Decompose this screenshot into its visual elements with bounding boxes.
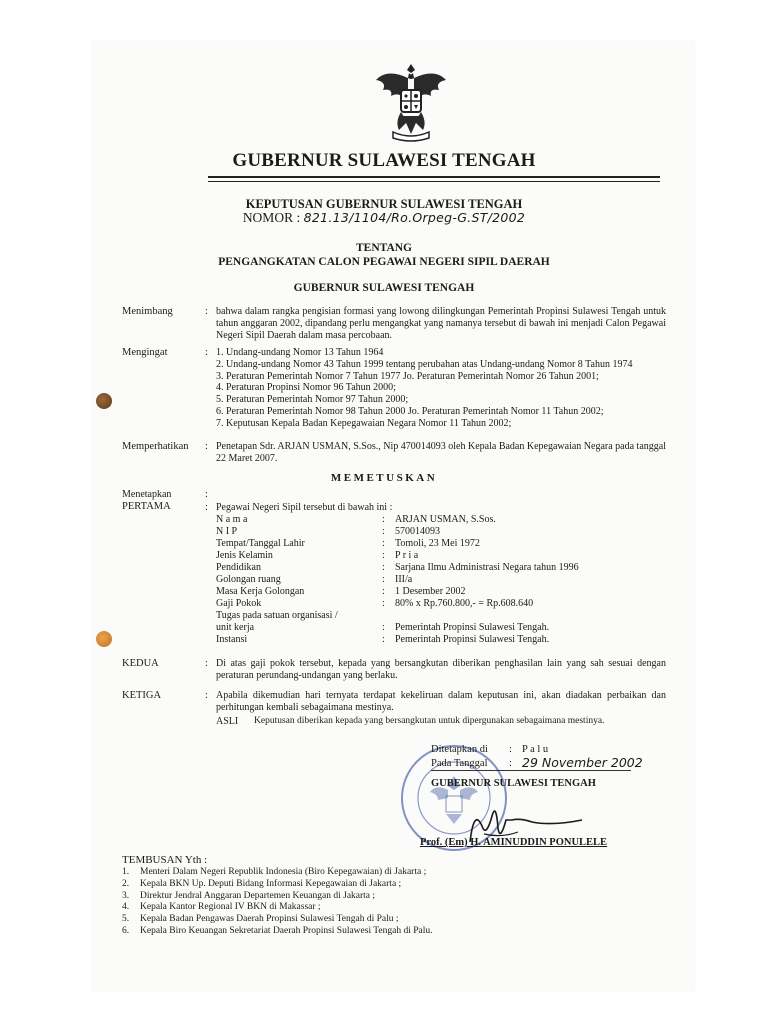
kedua-label: KEDUA — [122, 658, 159, 669]
colon: : — [382, 586, 385, 597]
field-value: Tomoli, 23 Mei 1972 — [395, 538, 480, 549]
colon: : — [382, 514, 385, 525]
colon: : — [205, 441, 208, 452]
field-value: 1 Desember 2002 — [395, 586, 466, 597]
list-item: 1. Undang-undang Nomor 13 Tahun 1964 — [216, 347, 384, 358]
colon: : — [205, 347, 208, 358]
list-item: 6. Kepala Biro Keuangan Sekretariat Daerah Propinsi Sulawesi Tengah di Palu. — [122, 925, 433, 936]
field-value: III/a — [395, 574, 413, 585]
field-label: unit kerja — [216, 622, 255, 633]
field-label: N a m a — [216, 514, 248, 525]
colon: : — [205, 658, 208, 669]
colon: : — [382, 574, 385, 585]
pertama-intro: Pegawai Negeri Sipil tersebut di bawah ini : — [216, 502, 393, 513]
memperhatikan-label: Memperhatikan — [122, 441, 189, 452]
menimbang-text: bahwa dalam rangka pengisian formasi yang lowong dilingkungan Pemerintah Propinsi Sulawesi Tengah untuk tahun anggaran 2002, dipandang perlu mengangkat yang namanya tersebut di bawah ini menjadi Calon Pegawai Negeri Sipil Daerah dalam masa percobaan. — [216, 306, 666, 341]
field-label: Golongan ruang — [216, 574, 281, 585]
decree-title: KEPUTUSAN GUBERNUR SULAWESI TENGAH — [245, 197, 523, 211]
memperhatikan-text: Penetapan Sdr. ARJAN USMAN, S.Sos., Nip 470014093 oleh Kepala Badan Kepegawaian Negara pada tanggal 22 Maret 2007. — [216, 441, 666, 464]
decree-subject: PENGANGKATAN CALON PEGAWAI NEGERI SIPIL DAERAH — [218, 256, 550, 268]
colon: : — [382, 538, 385, 549]
tembusan-list — [122, 867, 433, 938]
header-rule-thin — [208, 181, 660, 182]
list-item: 4. Kepala Kantor Regional IV BKN di Makassar ; — [122, 902, 321, 913]
decree-number — [0, 210, 768, 226]
field-value: P r i a — [395, 550, 419, 561]
colon: : — [205, 489, 208, 500]
list-item: 3. Peraturan Pemerintah Nomor 7 Tahun 1977 Jo. Peraturan Pemerintah Nomor 26 Tahun 2001; — [216, 370, 599, 382]
tentang-heading: TENTANG — [355, 242, 413, 254]
asli-text: Keputusan diberikan kepada yang bersangkutan untuk dipergunakan sebagaimana mestinya. — [254, 716, 605, 726]
colon: : — [509, 744, 512, 755]
colon: : — [509, 758, 512, 769]
mengingat-label: Mengingat — [122, 347, 168, 358]
list-item: 5. Kepala Badan Pengawas Daerah Propinsi Sulawesi Tengah di Palu ; — [122, 914, 399, 925]
colon: : — [382, 550, 385, 561]
nomor-value: 821.13/1104/Ro.Orpeg-G.ST/2002 — [303, 210, 526, 225]
tanggal-label: Pada Tanggal — [431, 758, 488, 769]
colon: : — [205, 306, 208, 317]
colon: : — [382, 526, 385, 537]
garuda-emblem-icon — [373, 60, 449, 144]
field-label: N I P — [216, 526, 238, 537]
list-item: 4. Peraturan Propinsi Nomor 96 Tahun 2000; — [216, 382, 396, 394]
colon: : — [382, 634, 385, 645]
government-title: GUBERNUR SULAWESI TENGAH — [232, 150, 536, 171]
field-label: Tempat/Tanggal Lahir — [216, 538, 305, 549]
list-item: 1. Menteri Dalam Negeri Republik Indonesia (Biro Kepegawaian) di Jakarta ; — [122, 867, 427, 877]
field-label: Pendidikan — [216, 562, 261, 573]
colon: : — [205, 502, 208, 513]
field-label: Tugas pada satuan organisasi / — [216, 610, 338, 621]
mengingat-list — [216, 347, 632, 430]
field-label: Jenis Kelamin — [216, 550, 273, 561]
issuer-heading: GUBERNUR SULAWESI TENGAH — [293, 282, 475, 294]
asli-label: ASLI — [216, 716, 239, 727]
tanggal-value: 29 November 2002 — [522, 755, 643, 770]
list-item: 7. Keputusan Kepala Badan Kepegawaian Negara Nomor 11 Tahun 2002; — [216, 417, 512, 429]
ditetapkan-value: P a l u — [522, 744, 549, 755]
colon: : — [382, 598, 385, 609]
ditetapkan-label: Ditetapkan di — [431, 744, 488, 755]
list-item: 5. Peraturan Pemerintah Nomor 97 Tahun 2000; — [216, 394, 409, 406]
colon: : — [382, 622, 385, 633]
ketiga-text: Apabila dikemudian hari ternyata terdapat kekeliruan dalam keputusan ini, akan diadakan perbaikan dan perhitungan kembali sebagaimana mestinya. — [216, 690, 666, 713]
menetapkan-label: Menetapkan — [122, 489, 172, 500]
signatory-office: GUBERNUR SULAWESI TENGAH — [431, 778, 596, 789]
colon: : — [382, 562, 385, 573]
field-value: Pemerintah Propinsi Sulawesi Tengah. — [395, 634, 550, 645]
kedua-text: Di atas gaji pokok tersebut, kepada yang bersangkutan diberikan penghasilan lain yang sah sesuai dengan peraturan perundang-undangan yang berlaku. — [216, 658, 666, 681]
field-value: 80% x Rp.760.800,- = Rp.608.640 — [395, 598, 534, 609]
menimbang-label: Menimbang — [122, 306, 173, 317]
ketiga-label: KETIGA — [122, 690, 162, 701]
list-item: 6. Peraturan Pemerintah Nomor 98 Tahun 2000 Jo. Peraturan Pemerintah Nomor 11 Tahun 2002; — [216, 405, 604, 417]
binder-hole — [96, 393, 112, 409]
field-value: ARJAN USMAN, S.Sos. — [395, 514, 496, 525]
field-label: Masa Kerja Golongan — [216, 586, 305, 597]
nomor-label: NOMOR : — [242, 210, 301, 225]
field-label: Instansi — [216, 634, 248, 645]
colon: : — [205, 690, 208, 701]
pertama-label: PERTAMA — [122, 501, 171, 512]
list-item: 2. Kepala BKN Up. Deputi Bidang Informasi Kepegawaian di Jakarta ; — [122, 878, 402, 889]
field-value: Pemerintah Propinsi Sulawesi Tengah. — [395, 622, 550, 633]
list-item: 3. Direktur Jendral Anggaran Departemen Keuangan di Jakarta ; — [122, 890, 376, 901]
signatory-name: Prof. (Em) H. AMINUDDIN PONULELE — [420, 837, 608, 848]
header-rule-thick — [208, 176, 660, 178]
binder-hole — [96, 631, 112, 647]
tembusan-title: TEMBUSAN Yth : — [122, 854, 208, 866]
list-item: 2. Undang-undang Nomor 43 Tahun 1999 tentang perubahan atas Undang-undang Nomor 8 Tahun 1974 — [216, 358, 633, 370]
field-label: Gaji Pokok — [216, 598, 262, 609]
field-value: Sarjana Ilmu Administrasi Negara tahun 1996 — [395, 562, 579, 573]
date-underline — [431, 770, 631, 771]
field-value: 570014093 — [395, 526, 440, 537]
memetuskan-heading: MEMETUSKAN — [330, 472, 438, 484]
